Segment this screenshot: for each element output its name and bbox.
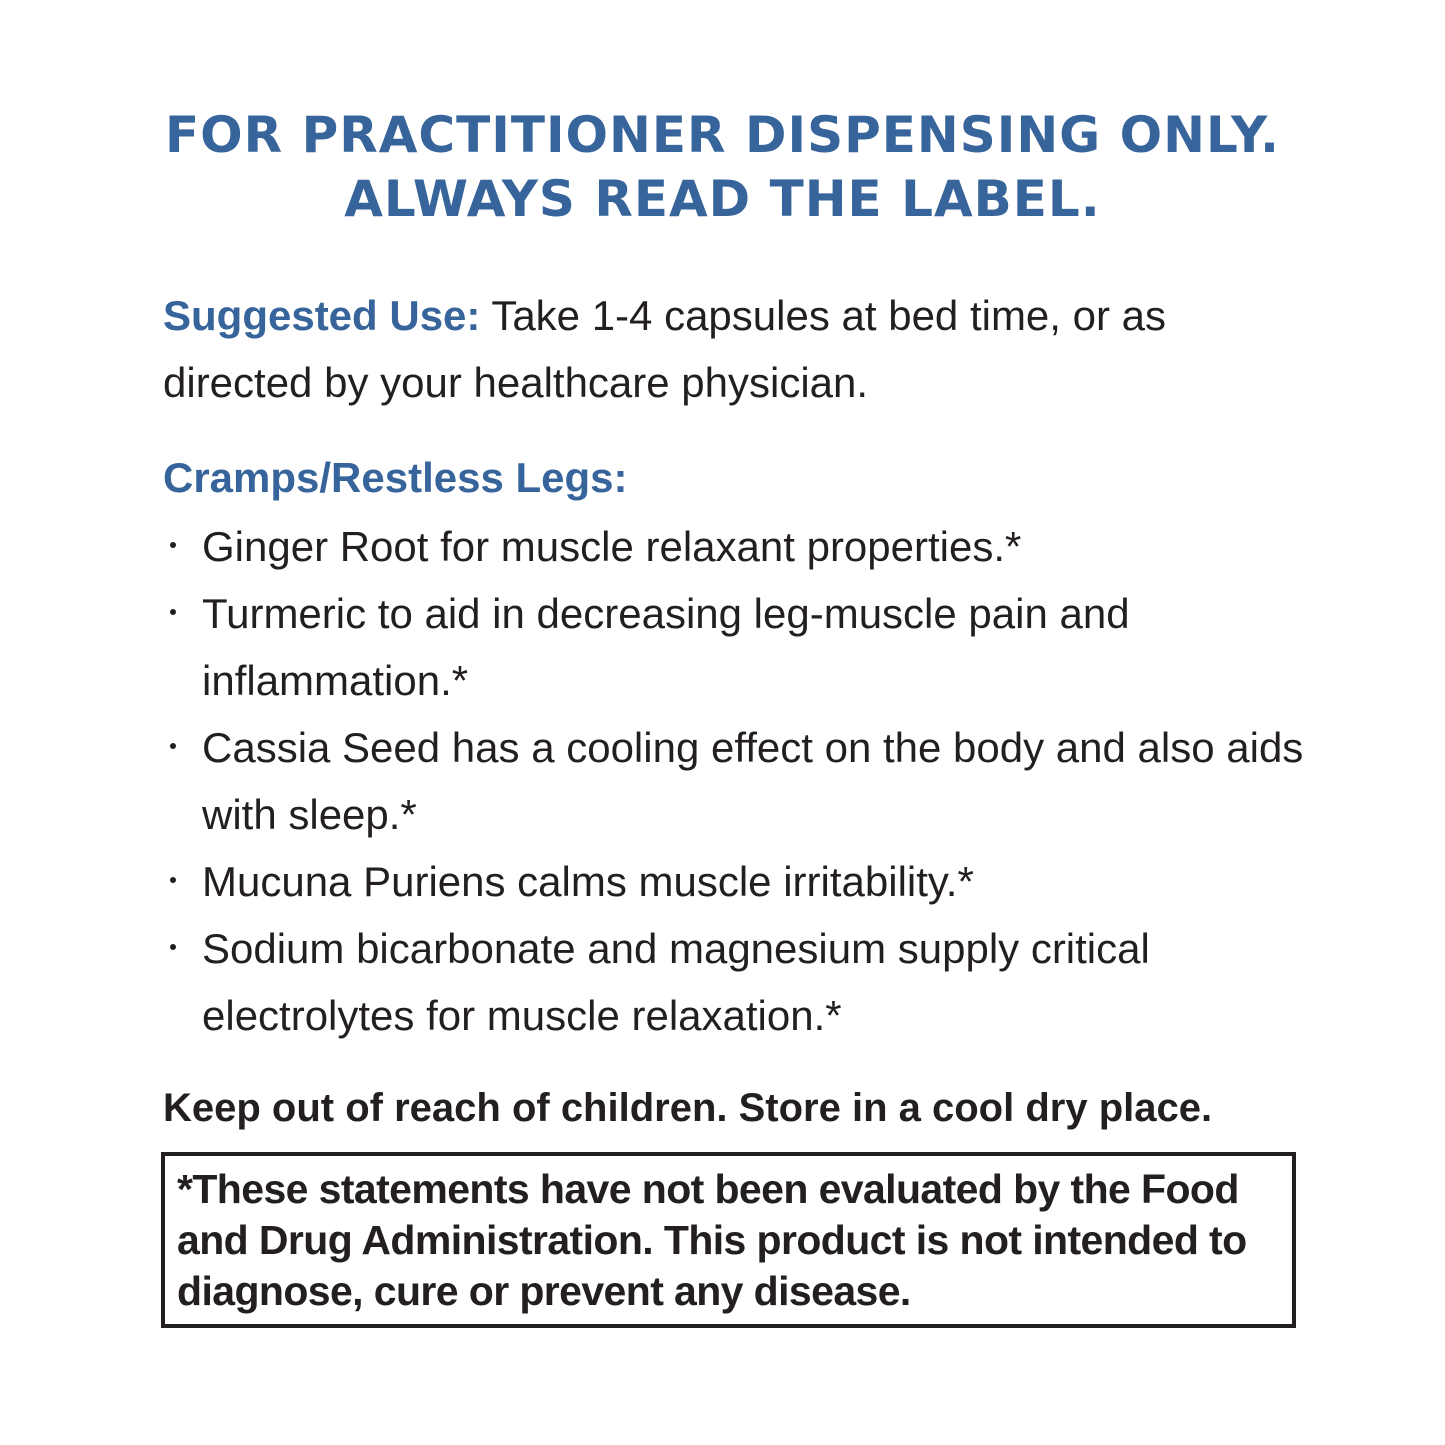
fda-disclaimer-box <box>161 1152 1296 1328</box>
cramps-title: Cramps/Restless Legs: <box>163 454 628 501</box>
bullet-icon <box>170 743 176 749</box>
list-item-text: Sodium bicarbonate and magnesium supply critical electrolytes for muscle relaxation.* <box>202 925 1150 1039</box>
header-line-2: ALWAYS READ THE LABEL. <box>344 170 1101 228</box>
bullet-icon <box>170 609 176 615</box>
bullet-icon <box>170 877 176 883</box>
list-item-text: Turmeric to aid in decreasing leg-muscle pain and inflammation.* <box>202 590 1130 704</box>
fda-disclaimer-text: *These statements have not been evaluated by the Food and Drug Administration. This product is not intended to diagnose, cure or prevent any disease. <box>177 1166 1247 1314</box>
list-item <box>163 915 1313 1049</box>
practitioner-header <box>0 103 1445 231</box>
bullet-icon <box>170 944 176 950</box>
list-item-text: Ginger Root for muscle relaxant properties.* <box>202 523 1022 570</box>
list-item-text: Mucuna Puriens calms muscle irritability.* <box>202 858 974 905</box>
list-item <box>163 580 1313 714</box>
suggested-use-text: Take 1-4 capsules at bed time, or as directed by your healthcare physician. <box>163 292 1167 406</box>
benefit-list <box>163 513 1313 1049</box>
list-item <box>163 714 1313 848</box>
list-item-text: Cassia Seed has a cooling effect on the body and also aids with sleep.* <box>202 724 1304 838</box>
bullet-icon <box>170 542 176 548</box>
suggested-use <box>163 282 1313 416</box>
list-item <box>163 513 1313 580</box>
suggested-use-label: Suggested Use: <box>163 292 481 339</box>
storage-warning: Keep out of reach of children. Store in a cool dry place. <box>163 1086 1213 1130</box>
list-item <box>163 848 1313 915</box>
header-line-1: FOR PRACTITIONER DISPENSING ONLY. <box>165 106 1280 164</box>
